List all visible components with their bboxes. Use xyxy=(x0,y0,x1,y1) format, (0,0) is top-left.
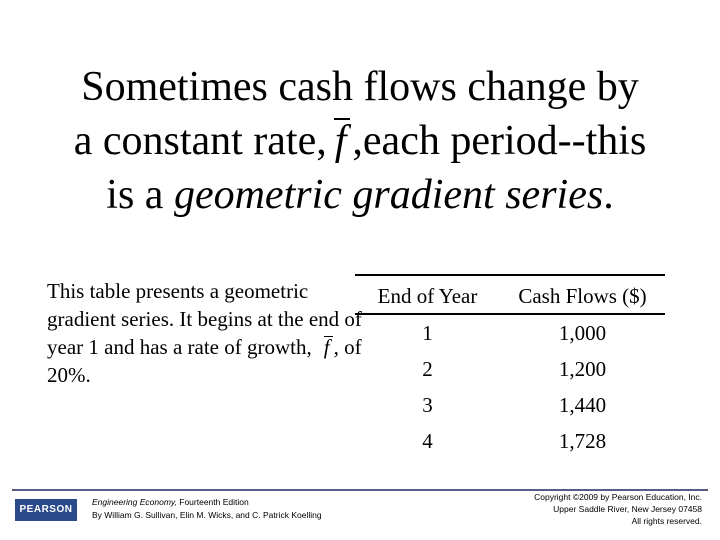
cash-flow-cell: 1,200 xyxy=(558,356,607,381)
book-title: Engineering Economy, xyxy=(92,497,177,507)
title-line-3 xyxy=(40,168,680,222)
header-cash-flows: Cash Flows ($) xyxy=(500,275,665,314)
year-cell: 4 xyxy=(422,428,433,453)
f-bar-symbol: f xyxy=(329,114,353,168)
copyright-line-2: Upper Saddle River, New Jersey 07458 xyxy=(553,504,702,514)
table-row xyxy=(355,314,665,351)
table-row xyxy=(355,351,665,387)
cash-flow-table xyxy=(355,274,665,459)
book-title-line xyxy=(92,496,392,509)
title-line-2-prefix: a constant rate, xyxy=(73,118,327,164)
table-row xyxy=(355,387,665,423)
title-emphasis: geometric gradient series xyxy=(173,172,604,218)
title-line-3-suffix: . xyxy=(603,172,614,218)
cash-flow-cell: 1,440 xyxy=(558,392,607,417)
table-header-row xyxy=(355,275,665,314)
copyright-line-3: All rights reserved. xyxy=(631,516,702,526)
title-line-3-prefix: is a xyxy=(106,172,164,218)
table-row xyxy=(355,423,665,459)
header-end-of-year: End of Year xyxy=(355,275,500,314)
copyright-notice xyxy=(442,491,702,527)
intro-text-before: This table presents a geometric gradient series. It begins at the end of year 1 and has a rate of growth, xyxy=(47,279,362,359)
book-citation xyxy=(92,496,392,522)
intro-text-after: , of 20%. xyxy=(47,335,362,387)
f-bar-symbol-small: f xyxy=(320,333,334,361)
year-cell: 1 xyxy=(422,320,433,345)
copyright-line-1: Copyright ©2009 by Pearson Education, Inc. xyxy=(534,492,702,502)
title-line-2-suffix: ,each period--this xyxy=(352,118,647,164)
cash-flow-cell: 1,728 xyxy=(558,428,607,453)
slide-title xyxy=(40,60,680,222)
year-cell: 2 xyxy=(422,356,433,381)
title-line-2 xyxy=(40,114,680,168)
intro-paragraph xyxy=(47,277,367,389)
year-cell: 3 xyxy=(422,392,433,417)
title-line-1: Sometimes cash flows change by xyxy=(81,64,639,110)
book-authors: By William G. Sullivan, Elin M. Wicks, and C. Patrick Koelling xyxy=(92,510,322,520)
pearson-logo: PEARSON xyxy=(15,499,77,521)
book-edition: Fourteenth Edition xyxy=(176,497,249,507)
cash-flow-cell: 1,000 xyxy=(558,320,607,345)
